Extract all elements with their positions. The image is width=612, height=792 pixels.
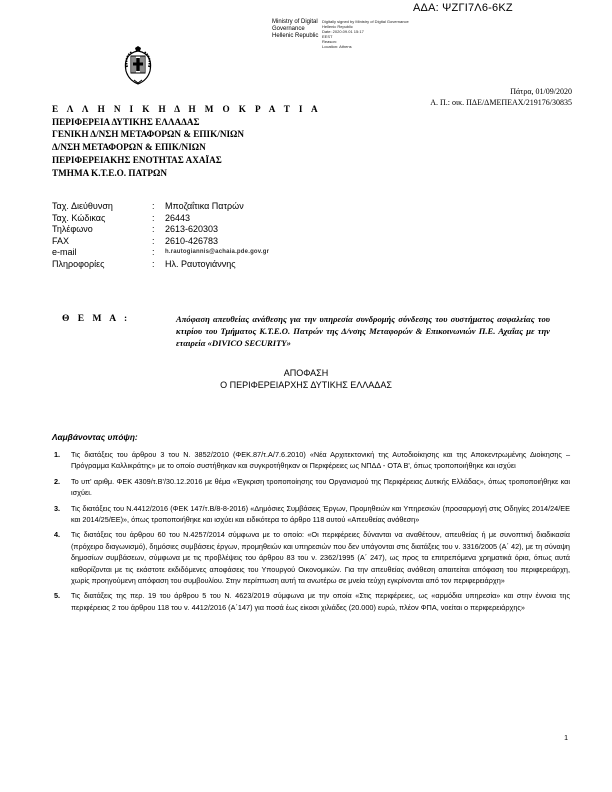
signature-detail-line: EEST [322, 34, 333, 39]
header-line: Ε Λ Λ Η Ν Ι Κ Η Δ Η Μ Ο Κ Ρ Α Τ Ι Α [52, 104, 322, 114]
contact-value: 26443 [165, 212, 191, 223]
digital-signature-details [322, 19, 409, 49]
contact-label: FAX [52, 235, 70, 246]
contact-label: Πληροφορίες [52, 258, 105, 269]
contact-label: Τηλέφωνο [52, 224, 93, 235]
title-line: ΑΠΟΦΑΣΗ [283, 368, 329, 378]
item-text: Τις διατάξεις του Ν.4412/2016 (ΦΕΚ 147/τ.Β/8-8-2016) «Δημόσιες Συμβάσεις Έργων, Προμηθειών και Υπηρεσιών (προσαρμογή στις Οδηγίες 2014/24/ΕΕ και 2014/25/ΕΕ)», όπως τροποποιήθηκε και ισχύει και ειδικότερα το άρθρο 118 αυτού «Απευθείας ανάθεση» [71, 503, 570, 525]
contact-email-link[interactable]: h.rautogiannis@achaia.pde.gov.gr [165, 249, 270, 256]
contact-value: 2613-620303 [165, 224, 219, 235]
subject-label: Θ Ε Μ Α : [62, 314, 131, 324]
contact-info [52, 201, 269, 271]
signature-issuer-line: Hellenic Republic [272, 33, 319, 39]
considerations-list [52, 449, 570, 617]
item-text: Το υπ' αριθμ. ΦΕΚ 4309/τ.Β'/30.12.2016 με θέμα «Έγκριση τροποποίησης του Οργανισμού της Περιφέρειας Δυτικής Ελλάδας», όπως τροποποιήθηκε και ισχύει. [71, 476, 570, 498]
header-line: Δ/ΝΣΗ ΜΕΤΑΦΟΡΩΝ & ΕΠΙΚ/ΝΙΩΝ [52, 142, 206, 153]
contact-label: e-mail [52, 247, 77, 258]
signature-detail-line: Hellenic Republic [322, 24, 353, 29]
ada-code: ΑΔΑ: ΨΖΓΙ7Λ6-6ΚΖ [413, 2, 513, 14]
list-item [52, 529, 570, 586]
signature-detail-line: Location: Athens [322, 44, 352, 49]
greek-emblem-icon [121, 45, 155, 85]
contact-row: FAX : 2610-426783 [52, 235, 219, 246]
authority-header [52, 103, 321, 179]
signature-issuer-line: Governance [272, 26, 305, 32]
contact-value: Μποζαΐτικα Πατρών [165, 201, 244, 211]
item-number: 4. [54, 530, 61, 540]
header-line: ΤΜΗΜΑ Κ.Τ.Ε.Ο. ΠΑΤΡΩΝ [52, 167, 168, 178]
item-number: 3. [54, 503, 61, 513]
header-line: ΓΕΝΙΚΗ Δ/ΝΣΗ ΜΕΤΑΦΟΡΩΝ & ΕΠΙΚ/ΝΙΩΝ [52, 129, 245, 140]
list-item [52, 590, 570, 613]
item-number: 1. [54, 450, 61, 459]
contact-value: 2610-426783 [165, 235, 219, 246]
subject-text: Απόφαση απευθείας ανάθεσης για την υπηρεσία συνδρομής σύνδεσης του συστήματος ασφαλείας του κτιρίου του Τμήματος Κ.Τ.Ε.Ο. Πατρών της Δ/νσης Μεταφορών & Επικοινωνιών Π.Ε. Αχαΐας με την εταιρεία «DIVICO SECURITY» [176, 314, 550, 348]
contact-row: Τηλέφωνο : 2613-620303 [52, 224, 219, 235]
contact-label: Ταχ. Διεύθυνση [52, 201, 113, 211]
item-text: Τις διατάξεις της περ. 19 του άρθρου 5 του Ν. 4623/2019 σύμφωνα με την οποία «Στις περιφέρειες, ως «αρμόδια υπηρεσία» και στην έννοια της περιφέρειας 2 του άρθρου 118 του ν. 4412/2016 (Α΄147) για ποσά έως είκοσι χιλιάδες (20.000) ευρώ, πλέον ΦΠΑ, νοείται ο περιφερειάρχης» [71, 591, 570, 612]
list-item [52, 449, 570, 472]
considerations-heading: Λαμβάνοντας υπόψη: [52, 432, 138, 442]
signature-detail-line: Reason: [322, 39, 337, 44]
contact-row: e-mail : h.rautogiannis@achaia.pde.gov.gr [52, 247, 270, 258]
header-line: ΠΕΡΙΦΕΡΕΙΑ ΔΥΤΙΚΗΣ ΕΛΛΑΔΑΣ [52, 116, 200, 127]
signature-issuer-line: Ministry of Digital [272, 19, 318, 25]
header-line: ΠΕΡΙΦΕΡΕΙΑΚΗΣ ΕΝΟΤΗΤΑΣ ΑΧΑΪΑΣ [52, 154, 222, 165]
page-number: 1 [564, 735, 568, 742]
contact-row: Ταχ. Κώδικας : 26443 [52, 212, 191, 223]
item-number: 5. [54, 591, 61, 601]
contact-row: Ταχ. Διεύθυνση : Μποζαΐτικα Πατρών [52, 201, 244, 211]
title-line: Ο ΠΕΡΙΦΕΡΕΙΑΡΧΗΣ ΔΥΤΙΚΗΣ ΕΛΛΑΔΑΣ [220, 380, 392, 390]
digital-signature-issuer [272, 19, 318, 40]
contact-row: Πληροφορίες : Ηλ. Ραυτογιάννης [52, 258, 236, 269]
document-date: Πάτρα, 01/09/2020 [510, 87, 572, 96]
list-item [52, 503, 570, 526]
signature-detail-line: Digitally signed by Ministry of Digital Governance [322, 19, 409, 24]
item-number: 2. [54, 476, 61, 486]
decision-title [0, 367, 612, 391]
protocol-number: Α. Π.: οικ. ΠΔΕ/ΔΜΕΠΕΑΧ/219176/30835 [430, 98, 572, 107]
list-item [52, 476, 570, 499]
date-protocol-block [430, 86, 572, 108]
item-text: Τις διατάξεις του άρθρου 60 του Ν.4257/2014 σύμφωνα με το οποίο: «Οι περιφέρειες δύνανται να αναθέτουν, απευθείας ή με συνοπτική διαδικασία (πρόχειρο διαγωνισμό), δημόσιες συμβάσεις έργων, προμηθειών και υπηρεσιών που δεν υπάγονται στις διατάξεις του ν. 3316/2005 (Α΄ 42), με τη σύναψη δημοσίων συμβάσεων, σύμφωνα με τις προβλέψεις του άρθρου 83 του ν. 2362/1995 (Α΄ 247), ως προς τα επιτρεπόμενα χρηματικά όρια, όπως αυτά καθορίζονται με τις εκάστοτε εκδιδόμενες αποφάσεις του Υπουργού Οικονομικών. Για την απευθείας ανάθεση απαιτείται απόφαση του περιφερειάρχη, χωρίς προηγούμενη απόφαση του συμβουλίου. Στην περίπτωση αυτή τα ανωτέρω σε μνεία τεύχη εγκρίνονται από τον περιφερειάρχη» [71, 530, 570, 586]
contact-label: Ταχ. Κώδικας [52, 212, 106, 223]
contact-value: Ηλ. Ραυτογιάννης [165, 258, 236, 269]
signature-detail-line: Date: 2020.09.01 15:17 [322, 29, 364, 34]
item-text: Τις διατάξεις του άρθρου 3 του Ν. 3852/2010 (ΦΕΚ.87/τ.Α/7.6.2010) «Νέα Αρχιτεκτονική της Αυτοδιοίκησης και της Αποκεντρωμένης Διοίκησης – Πρόγραμμα Καλλικράτης» με το οποίο συστήθηκαν και συγκροτήθηκαν οι Περιφέρειες ως ΝΠΔΔ - ΟΤΑ Β', όπως τροποποιήθηκε και ισχύει [71, 450, 570, 471]
